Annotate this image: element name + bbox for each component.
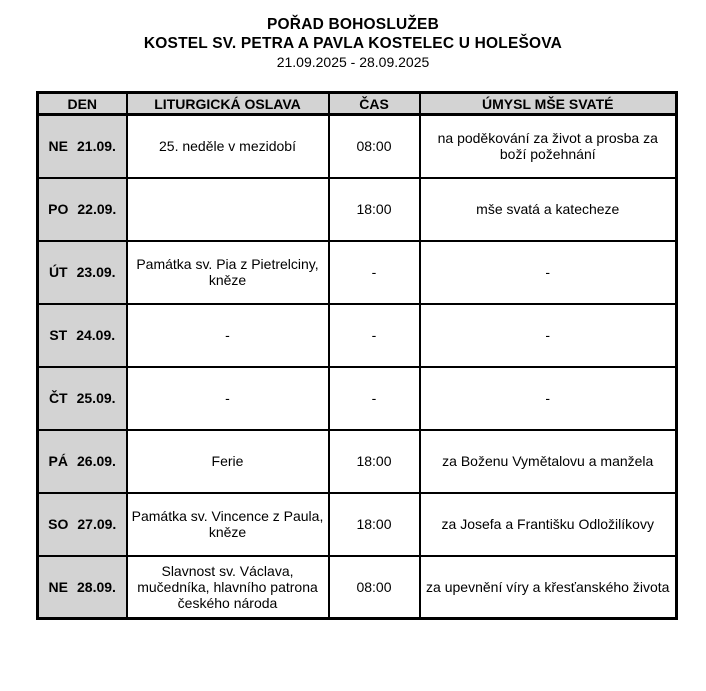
day-date: 27.09. bbox=[77, 516, 117, 532]
intention-cell: za Boženu Vymětalovu a manžela bbox=[420, 430, 677, 493]
time-cell: 18:00 bbox=[329, 430, 420, 493]
time-cell: - bbox=[329, 304, 420, 367]
day-cell bbox=[38, 367, 127, 430]
services-table bbox=[36, 91, 678, 620]
day-date: 24.09. bbox=[76, 327, 116, 343]
time-cell: 08:00 bbox=[329, 115, 420, 178]
table-row bbox=[38, 304, 677, 367]
table-row bbox=[38, 493, 677, 556]
intention-cell: mše svatá a katecheze bbox=[420, 178, 677, 241]
day-cell bbox=[38, 493, 127, 556]
column-header-umysl: ÚMYSL MŠE SVATÉ bbox=[420, 93, 677, 115]
day-date: 23.09. bbox=[76, 264, 116, 280]
table-row bbox=[38, 367, 677, 430]
table-row bbox=[38, 430, 677, 493]
table-header-row bbox=[38, 93, 677, 115]
day-abbr: ÚT bbox=[48, 264, 68, 280]
celebration-cell: - bbox=[127, 367, 329, 430]
day-abbr: ST bbox=[49, 327, 68, 343]
column-header-den: DEN bbox=[38, 93, 127, 115]
intention-cell: za upevnění víry a křesťanského života bbox=[420, 556, 677, 619]
column-header-liturgicka-oslava: LITURGICKÁ OSLAVA bbox=[127, 93, 329, 115]
table-row bbox=[38, 241, 677, 304]
intention-cell: - bbox=[420, 367, 677, 430]
table-row bbox=[38, 178, 677, 241]
intention-cell: - bbox=[420, 241, 677, 304]
intention-cell: - bbox=[420, 304, 677, 367]
time-cell: - bbox=[329, 241, 420, 304]
intention-cell: na poděkování za život a prosba za boží požehnání bbox=[420, 115, 677, 178]
table-row bbox=[38, 556, 677, 619]
time-cell: - bbox=[329, 367, 420, 430]
celebration-cell: Slavnost sv. Václava, mučedníka, hlavního patrona českého národa bbox=[127, 556, 329, 619]
time-cell: 18:00 bbox=[329, 178, 420, 241]
title-block bbox=[0, 0, 706, 72]
celebration-cell: Památka sv. Pia z Pietrelciny, kněze bbox=[127, 241, 329, 304]
day-cell bbox=[38, 241, 127, 304]
church-name: KOSTEL SV. PETRA A PAVLA KOSTELEC U HOLEŠOVA bbox=[143, 35, 563, 52]
page-title: POŘAD BOHOSLUŽEB bbox=[267, 16, 439, 33]
day-abbr: SO bbox=[48, 516, 69, 532]
intention-cell: za Josefa a Františku Odložilíkovy bbox=[420, 493, 677, 556]
table-row bbox=[38, 115, 677, 178]
day-abbr: PO bbox=[48, 201, 69, 217]
day-cell bbox=[38, 178, 127, 241]
day-date: 25.09. bbox=[76, 390, 116, 406]
day-date: 21.09. bbox=[77, 138, 116, 155]
day-date: 22.09. bbox=[77, 201, 117, 217]
celebration-cell: - bbox=[127, 304, 329, 367]
date-range: 21.09.2025 - 28.09.2025 bbox=[276, 54, 430, 70]
time-cell: 08:00 bbox=[329, 556, 420, 619]
day-abbr: ČT bbox=[48, 390, 68, 406]
day-cell bbox=[38, 556, 127, 619]
day-date: 26.09. bbox=[77, 453, 116, 469]
day-abbr: NE bbox=[48, 138, 68, 155]
celebration-cell: Ferie bbox=[127, 430, 329, 493]
column-header-cas: ČAS bbox=[329, 93, 420, 115]
day-abbr: NE bbox=[48, 578, 68, 595]
day-cell bbox=[38, 304, 127, 367]
day-abbr: PÁ bbox=[48, 453, 68, 469]
day-cell bbox=[38, 115, 127, 178]
celebration-cell bbox=[127, 178, 329, 241]
celebration-cell: 25. neděle v mezidobí bbox=[127, 115, 329, 178]
time-cell: 18:00 bbox=[329, 493, 420, 556]
day-cell bbox=[38, 430, 127, 493]
celebration-cell: Památka sv. Vincence z Paula, kněze bbox=[127, 493, 329, 556]
day-date: 28.09. bbox=[77, 578, 116, 595]
